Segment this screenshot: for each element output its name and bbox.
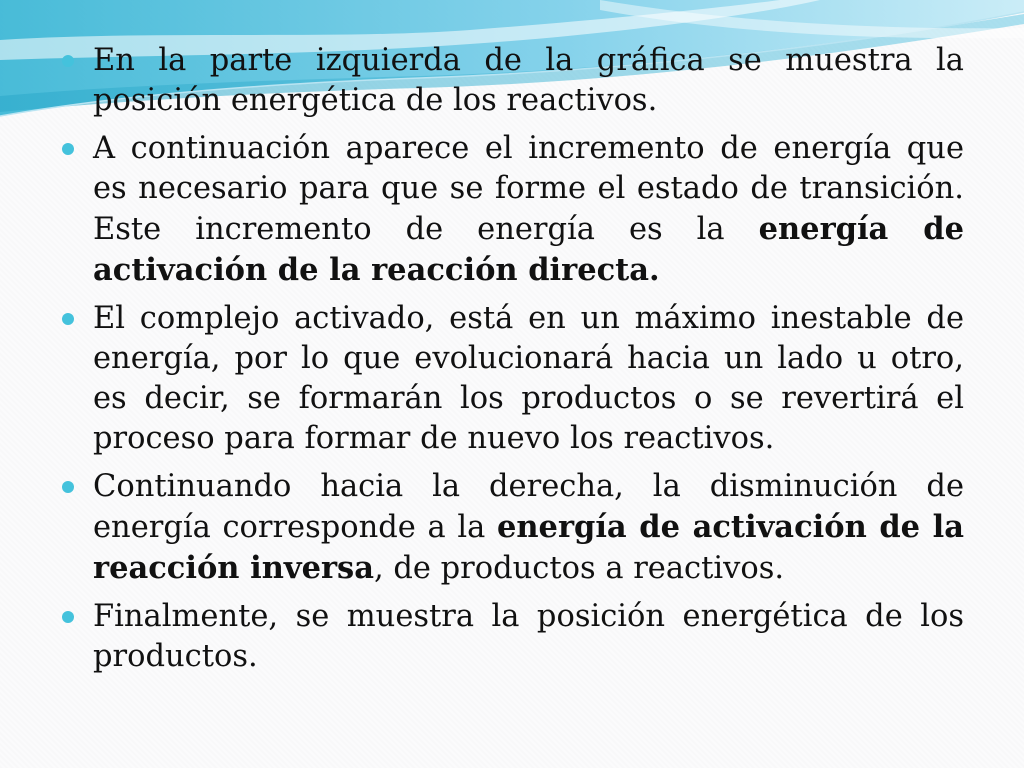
- text-segment: Finalmente, se muestra la posición energética de los productos.: [93, 599, 964, 674]
- bullet-item: [62, 299, 964, 459]
- bullet-item: [62, 597, 964, 677]
- text-segment: A continuación aparece el incremento de energía que es necesario para que se forme el estado de transición. Este incremento de energía es la: [93, 131, 964, 247]
- bullet-dot-icon: [62, 611, 74, 623]
- text-segment: En la parte izquierda de la gráfica se muestra la posición energética de los reactivos.: [93, 43, 964, 118]
- bullet-dot-icon: [62, 481, 74, 493]
- bullet-text: [93, 299, 964, 459]
- text-segment: El complejo activado, está en un máximo inestable de energía, por lo que evolucionará hacia un lado u otro, es decir, se formarán los productos o se revertirá el proceso para formar de nuevo los reactivos.: [93, 301, 964, 456]
- text-segment: Continuando hacia la derecha, la disminución de energía corresponde a la: [93, 469, 964, 545]
- bullet-dot-icon: [62, 143, 74, 155]
- bullet-text: [93, 467, 964, 589]
- bullet-list: [62, 41, 964, 685]
- bullet-dot-icon: [62, 55, 74, 67]
- bullet-dot-icon: [62, 313, 74, 325]
- bullet-text: [93, 129, 964, 291]
- bullet-text: [93, 597, 964, 677]
- text-segment: , de productos a reactivos.: [374, 551, 785, 586]
- bold-text-segment: energía de activación de la reacción inversa: [93, 509, 964, 586]
- bullet-text: [93, 41, 964, 121]
- bullet-item: [62, 129, 964, 291]
- bullet-item: [62, 467, 964, 589]
- bullet-item: [62, 41, 964, 121]
- bold-text-segment: energía de activación de la reacción directa.: [93, 211, 964, 288]
